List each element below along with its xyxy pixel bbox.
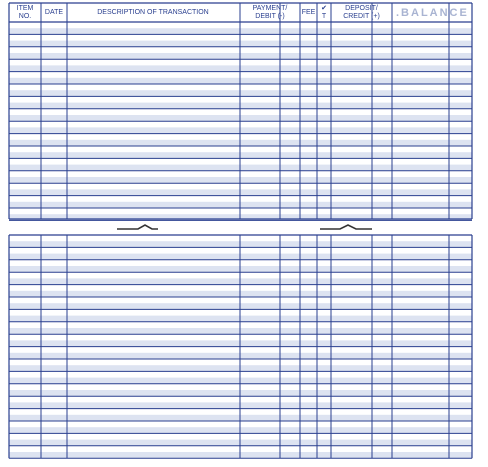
item-no-header-line2: NO. <box>18 13 32 20</box>
deposit-header-line2: CREDIT (+) <box>343 13 380 20</box>
cleared-header-t: T <box>321 13 327 20</box>
deposit-credit-header <box>331 5 392 21</box>
fold-mark-left <box>117 225 158 229</box>
payment-header-line2: DEBIT (-) <box>255 13 285 20</box>
balance-header: .BALANCE <box>396 7 469 19</box>
item-no-header <box>10 5 40 21</box>
payment-debit-header <box>240 5 300 21</box>
fold-mark-right <box>320 225 372 229</box>
date-header: DATE <box>44 9 64 16</box>
item-no-header-line1: ITEM <box>16 5 34 12</box>
description-header: DESCRIPTION OF TRANSACTION <box>97 9 209 16</box>
payment-header-line1: PAYMENT/ <box>252 5 288 12</box>
fee-header: FEE <box>301 9 316 16</box>
deposit-header-line1: DEPOSIT/ <box>345 5 378 12</box>
checkmark-icon: ✔ <box>321 5 327 12</box>
cleared-header <box>317 5 331 21</box>
